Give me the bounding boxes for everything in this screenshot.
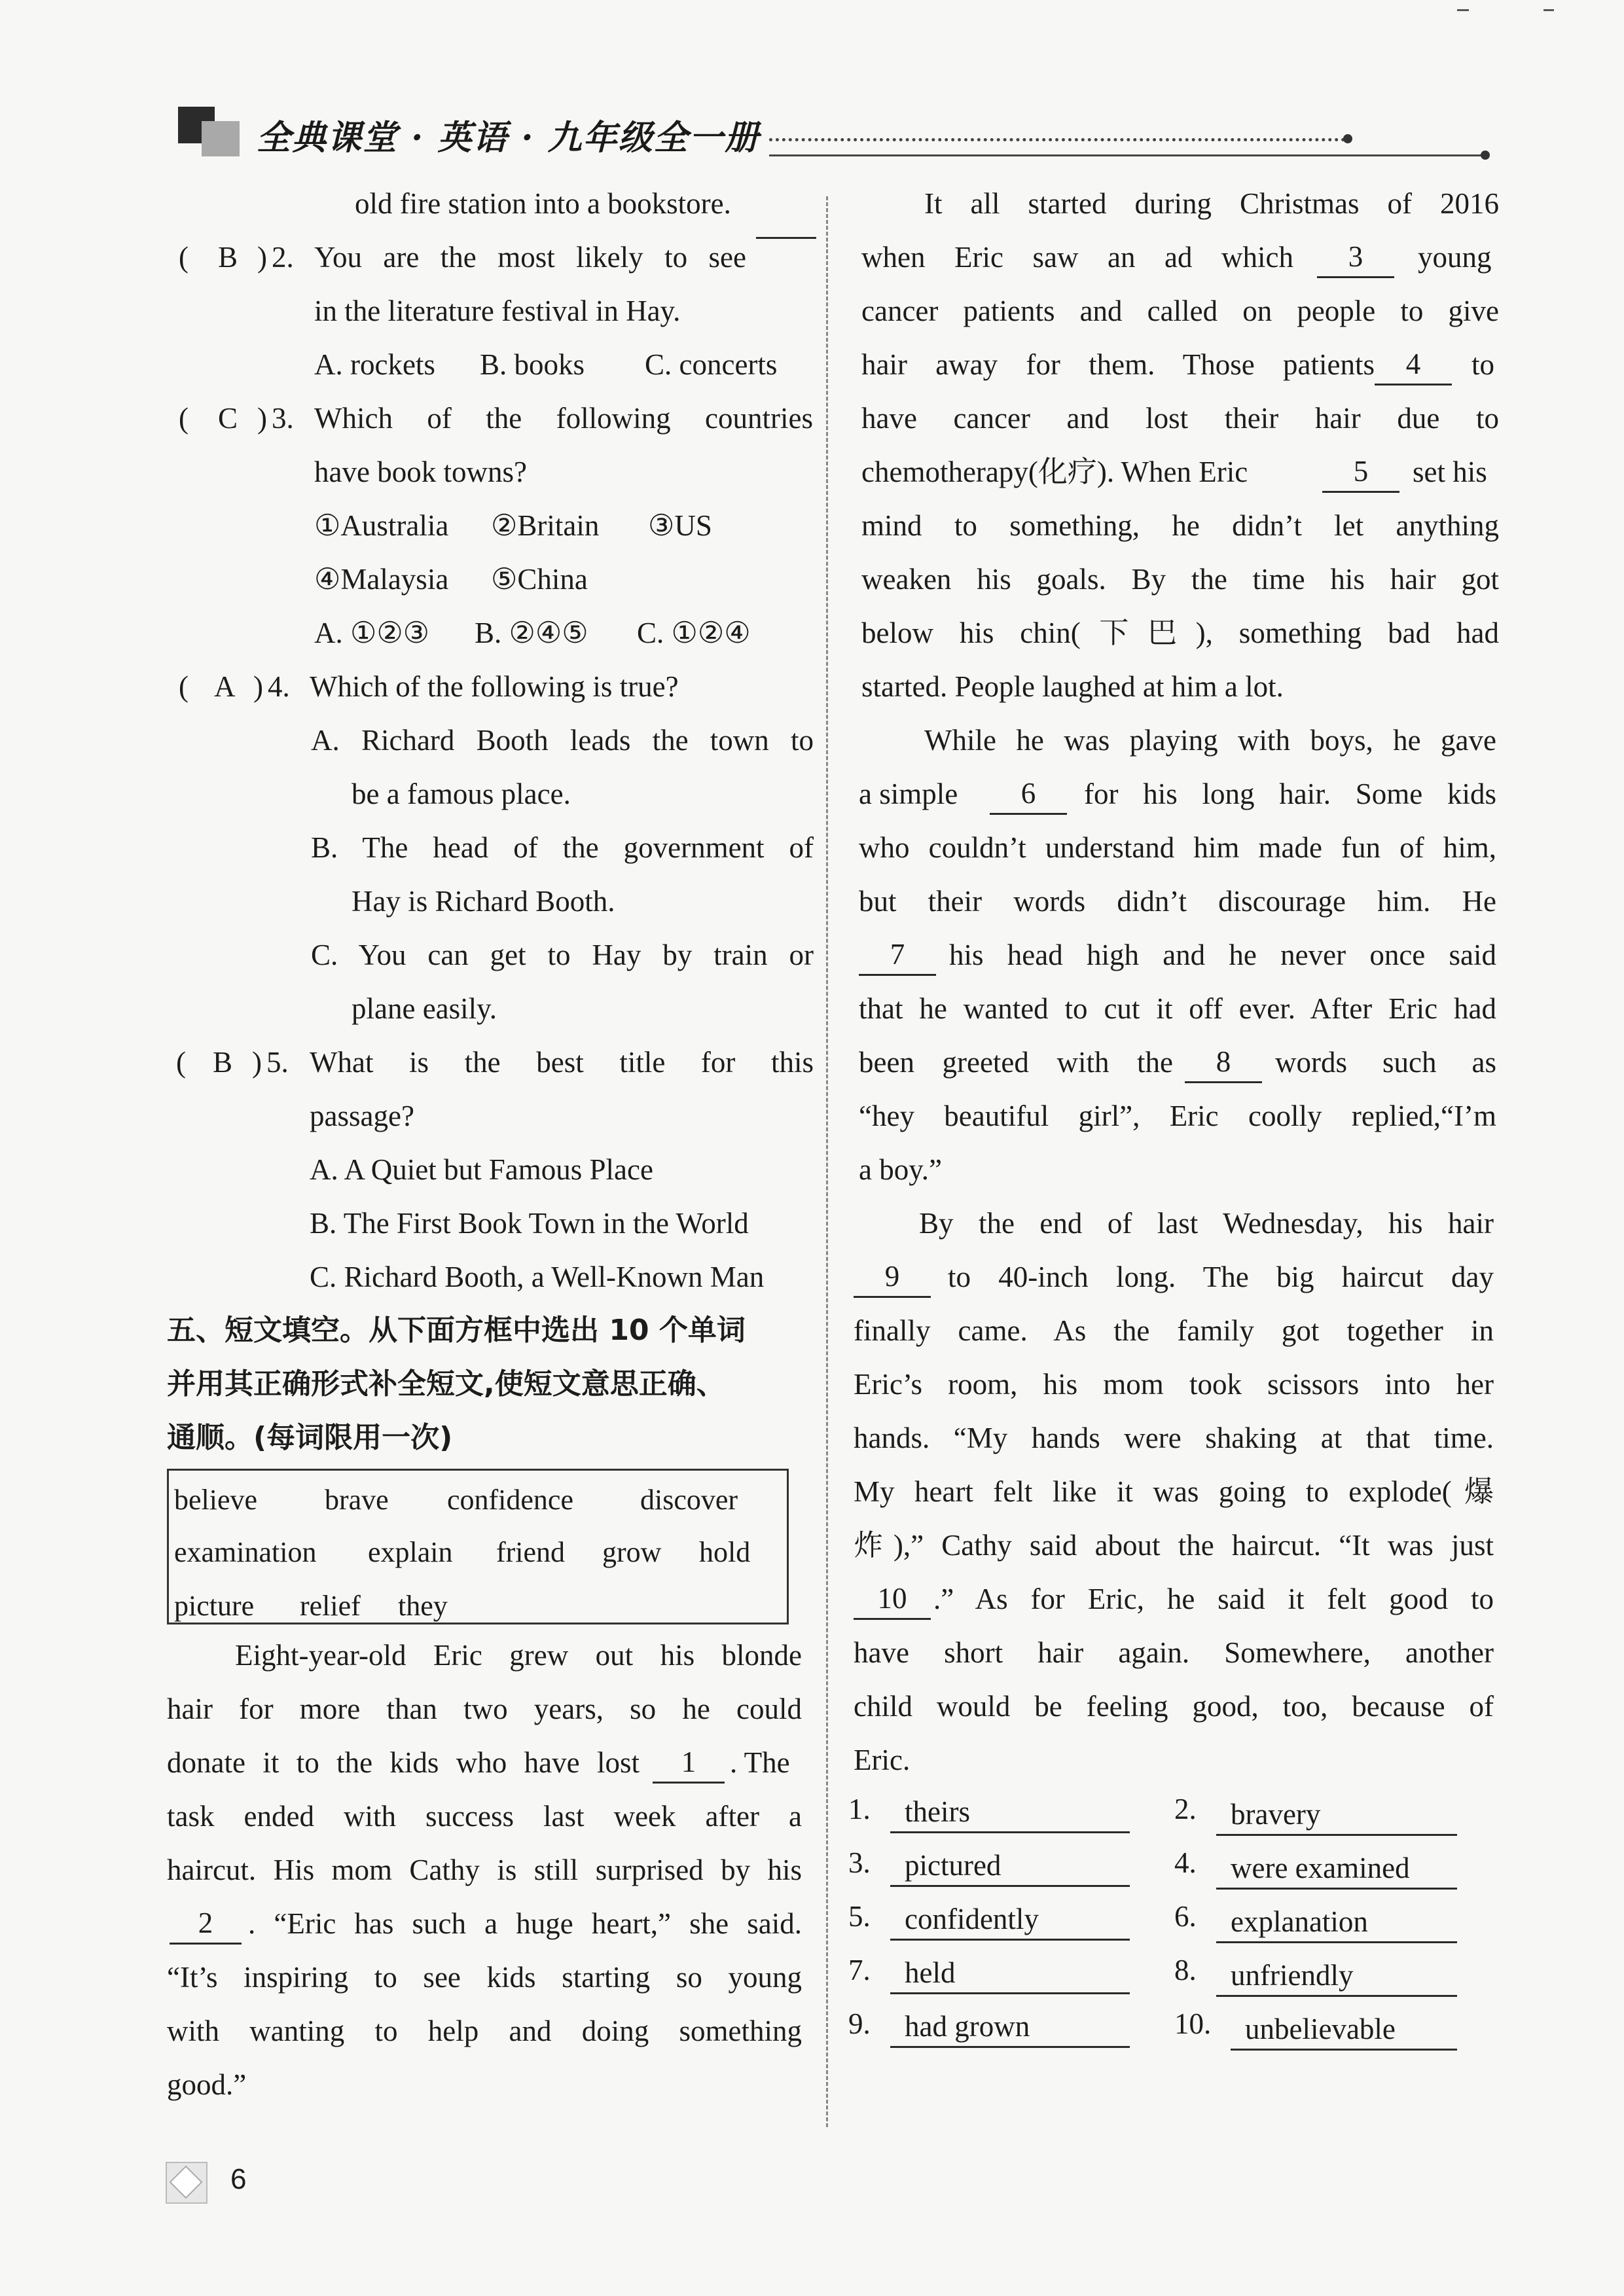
blank-1[interactable]: 1 [653, 1742, 725, 1784]
q2-option-a[interactable]: A. rockets [314, 348, 435, 381]
word-box [167, 1469, 789, 1624]
q3-text-2: have book towns? [314, 456, 527, 488]
passage-line [851, 552, 1499, 606]
passage-text: his head high and he never once said [949, 939, 1496, 971]
q3-number: 3. [272, 402, 294, 435]
passage-text: While he was playing with boys, he gave [924, 724, 1496, 757]
q2-option-b[interactable]: B. books [480, 348, 585, 381]
passage-text: Eric’s room, his mom took scissors into her [854, 1368, 1494, 1401]
q2-text-1: You are the most likely to see [314, 241, 746, 274]
passage-line [851, 821, 1499, 874]
passage-text: Eight-year-old Eric grew out his blonde [235, 1639, 802, 1672]
answer-2[interactable]: bravery [1216, 1795, 1457, 1836]
q5-text-2: passage? [310, 1100, 414, 1132]
passage-line [851, 713, 1499, 767]
q3-option-a[interactable]: A. ①②③ [314, 617, 430, 649]
word-picture: picture [174, 1590, 255, 1622]
passage-line [851, 1143, 1499, 1196]
word-confidence: confidence [447, 1484, 573, 1516]
passage-text: mind to something, he didn’t let anything [861, 509, 1499, 542]
passage-text: have cancer and lost their hair due to [861, 402, 1499, 435]
header-title: 全典课堂 · 英语 · 九年级全一册 [257, 118, 760, 158]
q5-text-1: What is the best title for this [310, 1046, 814, 1079]
passage-line [851, 499, 1499, 552]
answer-paren: ) [253, 670, 263, 703]
corner-mark [1543, 9, 1554, 11]
passage-line [851, 1250, 1499, 1304]
passage-line [851, 982, 1499, 1035]
answer-6[interactable]: explanation [1216, 1902, 1457, 1943]
blank-9[interactable]: 9 [854, 1257, 931, 1298]
blank-10[interactable]: 10 [854, 1579, 931, 1620]
blank-3[interactable]: 3 [1317, 237, 1394, 278]
passage-text: hair away for them. Those patients [861, 348, 1375, 381]
q4-option-a-cont: be a famous place. [352, 778, 571, 810]
passage-line [167, 1897, 802, 1950]
right-column [851, 177, 1499, 1787]
passage-line [167, 1843, 802, 1897]
q3-option-b[interactable]: B. ②④⑤ [475, 617, 588, 649]
answer-paren: ( [179, 402, 189, 435]
passage-line [167, 1682, 802, 1736]
passage-line [851, 606, 1499, 660]
passage-text: young [1418, 241, 1492, 274]
section-5-heading-line-3 [167, 1411, 795, 1465]
q3-item-5: ⑤China [491, 563, 588, 596]
answer-10[interactable]: unbelievable [1231, 2009, 1457, 2051]
passage-text: By the end of last Wednesday, his hair [919, 1207, 1494, 1240]
word-they: they [398, 1590, 448, 1622]
continuation-text: old fire station into a bookstore. [355, 187, 731, 220]
continuation-line [167, 177, 795, 230]
section-5-heading-cont: 通顺。(每词限用一次) [167, 1421, 453, 1454]
passage-line [851, 230, 1499, 284]
q2-blank[interactable] [756, 237, 816, 239]
word-hold: hold [699, 1536, 751, 1568]
answer-number: 3. [848, 1846, 871, 1879]
passage-text: child would be feeling good, too, because of [854, 1690, 1494, 1723]
answer-paren: ( [179, 241, 189, 274]
question-4 [167, 660, 795, 713]
question-5 [167, 1035, 814, 1089]
header-rule-dot [1343, 134, 1352, 143]
q4-option-c-cont: plane easily. [352, 992, 497, 1025]
section-5-heading-line-2 [167, 1357, 795, 1411]
q4-option-c[interactable]: C. You can get to Hay by train or [311, 939, 814, 971]
word-discover: discover [640, 1484, 738, 1516]
section-5-heading-line-1 [167, 1304, 795, 1357]
passage-text: finally came. As the family got together in [854, 1314, 1494, 1347]
passage-line [167, 1736, 795, 1789]
answer-3[interactable]: pictured [890, 1846, 1130, 1887]
passage-text: .” As for Eric, he said it felt good to [933, 1583, 1494, 1615]
passage-text: that he wanted to cut it off ever. After Eric had [859, 992, 1496, 1025]
q3-item-4: ④Malaysia [314, 563, 449, 596]
passage-line [851, 1304, 1499, 1357]
answer-grid [848, 1792, 1503, 2067]
answer-number: 7. [848, 1954, 871, 1986]
left-column [167, 177, 814, 2111]
passage-line [851, 1626, 1499, 1679]
passage-text: with wanting to help and doing something [167, 2015, 802, 2047]
passage-line [851, 1196, 1499, 1250]
passage-text: Eric. [854, 1744, 911, 1776]
passage-text: “It’s inspiring to see kids starting so young [167, 1961, 802, 1994]
passage-text: to [1471, 348, 1495, 381]
passage-text: chemotherapy(化疗). When Eric [861, 456, 1248, 488]
passage-text: for his long hair. Some kids [1084, 778, 1496, 810]
q2-option-c[interactable]: C. concerts [645, 348, 778, 381]
passage-text: It all started during Christmas of 2016 [924, 187, 1499, 220]
passage-line [851, 1518, 1499, 1572]
q3-answer: C [218, 402, 238, 435]
passage-line [167, 1789, 802, 1843]
passage-line [851, 445, 1499, 499]
word-relief: relief [300, 1590, 361, 1622]
blank-6[interactable]: 6 [990, 774, 1067, 815]
answer-5[interactable]: confidently [890, 1899, 1130, 1941]
header-dotted-rule [769, 138, 1345, 141]
passage-text: words such as [1275, 1046, 1496, 1079]
question-3-items-2 [167, 552, 795, 606]
question-5-line-2 [167, 1089, 795, 1143]
q3-item-2: ②Britain [491, 509, 600, 542]
q2-answer: B [218, 241, 238, 274]
passage-line [851, 177, 1499, 230]
answer-number: 10. [1174, 2007, 1212, 2040]
question-3-items-1 [167, 499, 795, 552]
passage-text: a boy.” [859, 1153, 943, 1186]
passage-line [851, 1733, 1499, 1787]
passage-line [167, 2058, 795, 2111]
question-2-line-2 [167, 284, 795, 338]
q4-option-a-line-2 [167, 767, 795, 821]
question-2-options [167, 338, 795, 391]
q4-option-c-line-2 [167, 982, 795, 1035]
word-believe: believe [174, 1484, 258, 1516]
blank-4[interactable]: 4 [1375, 344, 1452, 386]
passage-text: hair for more than two years, so he could [167, 1693, 802, 1725]
q5-option-a[interactable]: A. A Quiet but Famous Place [310, 1153, 653, 1186]
q4-text: Which of the following is true? [310, 670, 679, 703]
q5-answer: B [213, 1046, 233, 1079]
passage-line [851, 1465, 1499, 1518]
section-5-heading: 五、短文填空。从下面方框中选出 10 个单词 [167, 1314, 746, 1347]
q4-option-b-line-1 [167, 821, 814, 874]
q5-option-c-line [167, 1250, 795, 1304]
section-5-heading-cont: 并用其正确形式补全短文,使短文意思正确、 [167, 1367, 725, 1401]
passage-text: task ended with success last week after a [167, 1800, 802, 1833]
answer-paren: ( [179, 670, 189, 703]
passage-text: but their words didn’t discourage him. He [859, 885, 1496, 918]
word-grow: grow [602, 1536, 662, 1568]
passage-text: have short hair again. Somewhere, another [854, 1636, 1494, 1669]
answer-9[interactable]: had grown [890, 2007, 1130, 2048]
passage-line [851, 928, 1499, 982]
answer-paren: ) [257, 402, 267, 435]
answer-paren: ( [176, 1046, 186, 1079]
passage-text: weaken his goals. By the time his hair got [861, 563, 1499, 596]
passage-line [851, 1357, 1499, 1411]
passage-text: . “Eric has such a huge heart,” she said. [248, 1907, 802, 1940]
q5-option-a-line [167, 1143, 795, 1196]
passage-text: cancer patients and called on people to give [861, 295, 1499, 327]
passage-line [851, 1035, 1499, 1089]
passage-text: a simple [859, 778, 958, 810]
passage-line [851, 1411, 1499, 1465]
answer-number: 2. [1174, 1793, 1197, 1825]
passage-line [851, 1572, 1499, 1626]
blank-8[interactable]: 8 [1185, 1042, 1262, 1083]
word-examination: examination [174, 1536, 317, 1568]
answer-1[interactable]: theirs [890, 1792, 1130, 1833]
q2-text-2: in the literature festival in Hay. [314, 295, 681, 327]
passage-text: My heart felt like it was going to explode(爆 [854, 1475, 1494, 1508]
word-brave: brave [325, 1484, 389, 1516]
header-rule-dot [1481, 151, 1490, 160]
answer-8[interactable]: unfriendly [1216, 1956, 1457, 1997]
passage-text: started. People laughed at him a lot. [861, 670, 1284, 703]
passage-line [851, 1089, 1499, 1143]
q5-option-b-line [167, 1196, 795, 1250]
question-2 [167, 230, 795, 284]
answer-paren: ) [252, 1046, 262, 1079]
passage-text: good.” [167, 2068, 247, 2101]
q5-option-c[interactable]: C. Richard Booth, a Well-Known Man [310, 1261, 765, 1293]
blank-5[interactable]: 5 [1322, 452, 1399, 493]
q4-answer: A [214, 670, 236, 703]
answer-4[interactable]: were examined [1216, 1848, 1457, 1890]
blank-2[interactable]: 2 [170, 1903, 242, 1945]
passage-line [851, 391, 1499, 445]
column-divider [826, 196, 828, 2127]
answer-number: 9. [848, 2007, 871, 2040]
q4-option-c-line-1 [167, 928, 814, 982]
q5-option-b[interactable]: B. The First Book Town in the World [310, 1207, 749, 1240]
answer-number: 5. [848, 1900, 871, 1933]
q5-number: 5. [266, 1046, 289, 1079]
passage-line [851, 1679, 1499, 1733]
q2-number: 2. [272, 241, 294, 274]
passage-text: haircut. His mom Cathy is still surprised by his [167, 1854, 802, 1886]
passage-text: been greeted with the [859, 1046, 1173, 1079]
page-number: 6 [230, 2163, 247, 2195]
answer-number: 6. [1174, 1900, 1197, 1933]
passage-line [851, 338, 1499, 391]
passage-text: hands. “My hands were shaking at that time. [854, 1422, 1494, 1454]
question-3-options [167, 606, 795, 660]
passage-line [851, 660, 1499, 713]
q4-option-b[interactable]: B. The head of the government of [311, 831, 814, 864]
word-explain: explain [368, 1536, 453, 1568]
blank-7[interactable]: 7 [859, 935, 936, 976]
q4-option-a-line-1 [167, 713, 814, 767]
header-logo-square-gray [202, 121, 240, 156]
passage-text: 炸),” Cathy said about the haircut. “It was just [854, 1529, 1494, 1562]
passage-text: to 40-inch long. The big haircut day [948, 1261, 1494, 1293]
header-rule [769, 154, 1483, 156]
q3-option-c[interactable]: C. ①②④ [637, 617, 751, 649]
q3-item-1: ①Australia [314, 509, 449, 542]
passage-line [167, 2004, 802, 2058]
passage-text: “hey beautiful girl”, Eric coolly replied,“I’m [859, 1100, 1496, 1132]
q4-option-b-line-2 [167, 874, 795, 928]
word-friend: friend [496, 1536, 566, 1568]
passage-line [851, 284, 1499, 338]
question-3-line-2 [167, 445, 795, 499]
answer-number: 1. [848, 1793, 871, 1825]
passage-line [167, 1950, 802, 2004]
passage-text: . The [730, 1746, 790, 1779]
answer-7[interactable]: held [890, 1953, 1130, 1994]
passage-line [851, 767, 1499, 821]
q4-number: 4. [268, 670, 290, 703]
passage-text: when Eric saw an ad which [861, 241, 1293, 274]
question-3 [167, 391, 813, 445]
q3-item-3: ③US [648, 509, 712, 542]
answer-number: 8. [1174, 1954, 1197, 1986]
passage-line [167, 1628, 802, 1682]
corner-mark [1457, 9, 1469, 11]
q4-option-a[interactable]: A. Richard Booth leads the town to [311, 724, 814, 757]
passage-line [851, 874, 1499, 928]
q3-text-1: Which of the following countries [314, 402, 813, 435]
passage-text: donate it to the kids who have lost [167, 1746, 640, 1779]
passage-text: set his [1413, 456, 1487, 488]
passage-text: who couldn’t understand him made fun of him, [859, 831, 1496, 864]
q4-option-b-cont: Hay is Richard Booth. [352, 885, 615, 918]
passage-text: below his chin(下巴), something bad had [861, 617, 1499, 649]
answer-number: 4. [1174, 1846, 1197, 1879]
answer-paren: ) [257, 241, 267, 274]
